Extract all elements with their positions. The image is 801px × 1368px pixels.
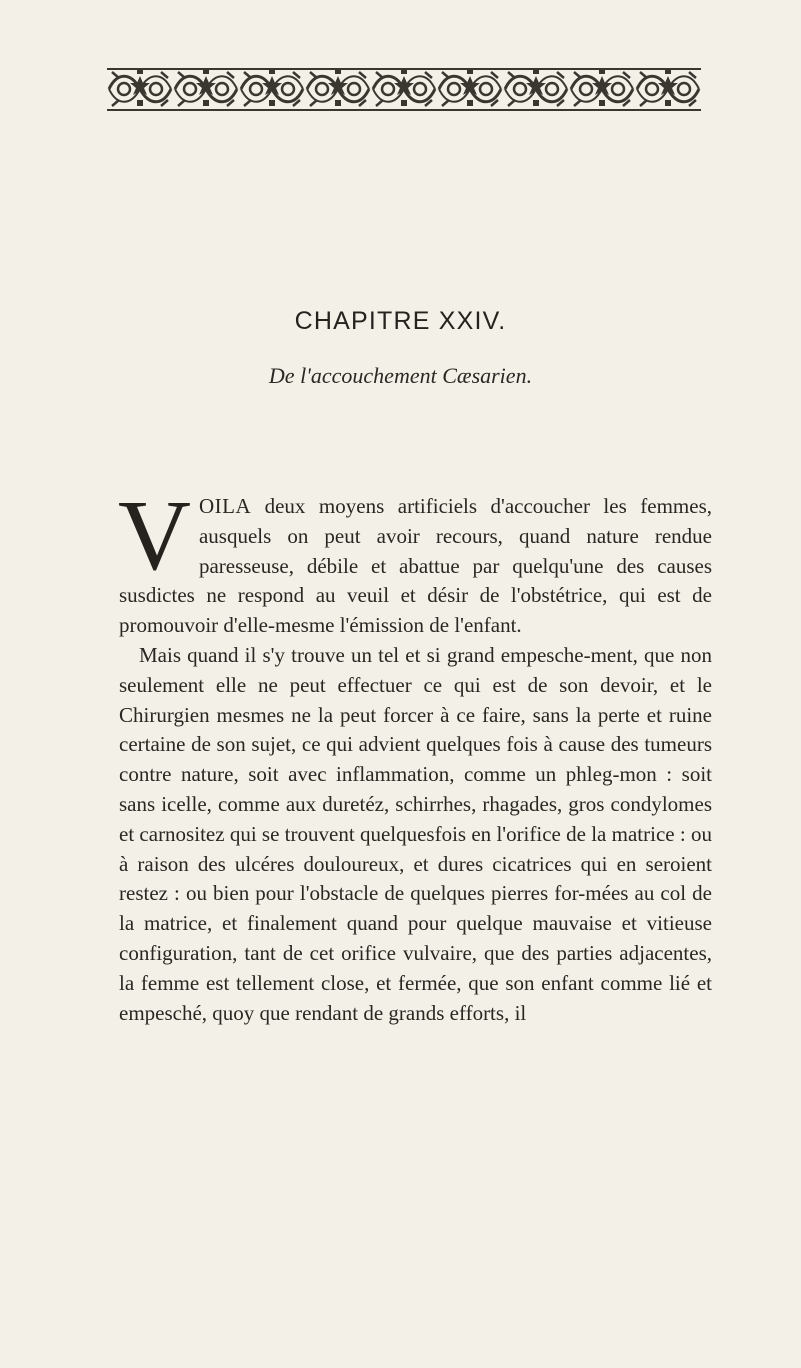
chapter-subtitle: De l'accouchement Cæsarien. bbox=[268, 363, 533, 388]
drop-cap: V bbox=[118, 479, 191, 591]
paragraph-1-text: deux moyens artificiels d'accoucher les femmes, ausquels on peut avoir recours, quand nature rendue paresseuse, débile et abattue par quelqu'une des causes susdictes ne respond au veuil et désir de l'obstétrice, qui est de promouvoir d'elle-mesme l'émission de l'enfant. bbox=[119, 494, 712, 638]
first-word: OILA bbox=[198, 494, 252, 518]
ornament-band bbox=[107, 68, 701, 111]
chapter-title: CHAPITRE XXIV. bbox=[294, 307, 507, 335]
body-text bbox=[118, 479, 712, 1028]
paragraph-2: Mais quand il s'y trouve un tel et si grand empesche-ment, que non seulement elle ne peut effectuer ce qui est de son devoir, et le Chirurgien mesmes ne la peut forcer à ce faire, sans la perte et ruine certaine de son sujet, ce qui advient quelques fois à cause des tumeurs contre nature, soit avec inflammation, comme un phleg-mon : soit sans icelle, comme aux duretéz, schirrhes, rhagades, gros condylomes et carnositez qui se trouvent quelquesfois en l'orifice de la matrice : ou à raison des ulcéres douloureux, et dures cicatrices qui en seroient restez : ou bien pour l'obstacle de quelques pierres for-mées au col de la matrice, et finalement quand pour quelque mauvaise et vitieuse configuration, tant de cet orifice vulvaire, que des parties adjacentes, la femme est tellement close, et fermée, que son enfant comme lié et empesché, quoy que rendant de grands efforts, il bbox=[119, 642, 712, 1025]
paragraph-1 bbox=[118, 479, 712, 641]
